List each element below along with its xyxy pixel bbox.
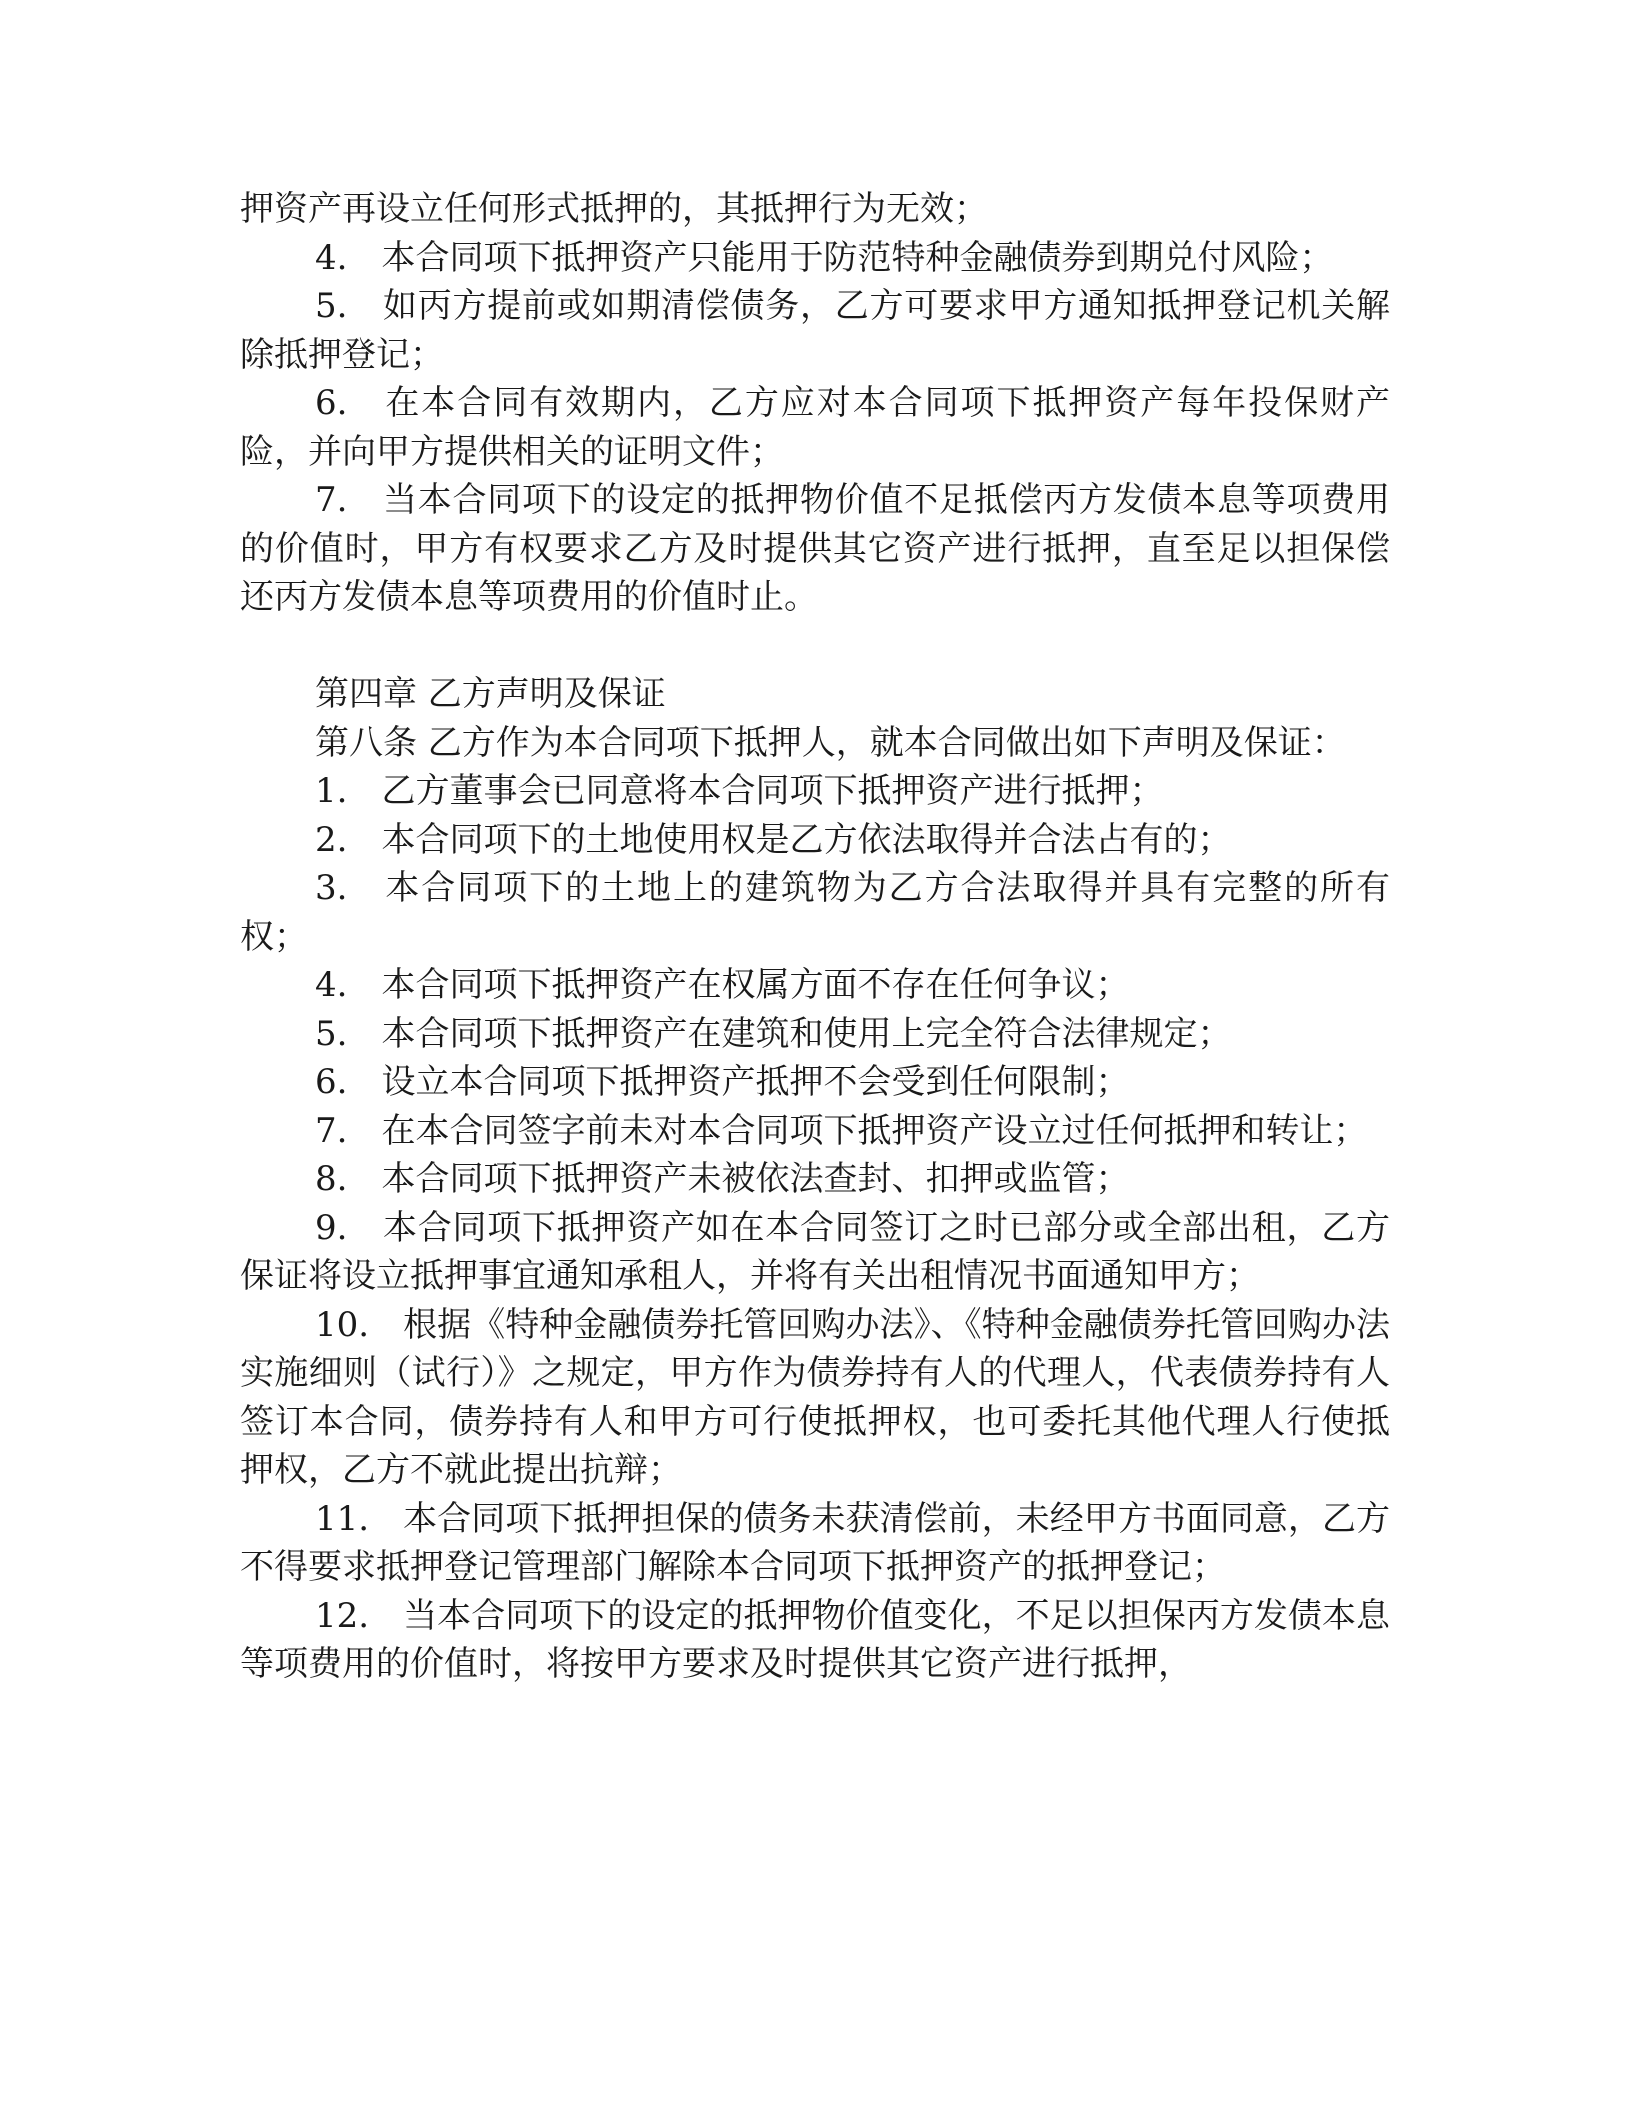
- warranty-item-9: 9. 本合同项下抵押资产如在本合同签订之时已部分或全部出租，乙方保证将设立抵押事宜通知承租人，并将有关出租情况书面通知甲方；: [240, 1207, 1390, 1296]
- warranty-item-3: 3. 本合同项下的土地上的建筑物为乙方合法取得并具有完整的所有权；: [240, 868, 1390, 957]
- warranty-item-2: 2. 本合同项下的土地使用权是乙方依法取得并合法占有的；: [315, 819, 1232, 860]
- warranty-item-7: 7. 在本合同签字前未对本合同项下抵押资产设立过任何抵押和转让；: [315, 1110, 1368, 1151]
- warranty-item-5: 5. 本合同项下抵押资产在建筑和使用上完全符合法律规定；: [315, 1013, 1232, 1054]
- warranty-item-6: 6. 设立本合同项下抵押资产抵押不会受到任何限制；: [315, 1062, 1130, 1102]
- clause-item-7: 7. 当本合同项下的设定的抵押物价值不足抵偿丙方发债本息等项费用的价值时，甲方有权要求乙方及时提供其它资产进行抵押，直至足以担保偿还丙方发债本息等项费用的价值时止。: [240, 480, 1390, 617]
- clause-item-6: 6. 在本合同有效期内，乙方应对本合同项下抵押资产每年投保财产险，并向甲方提供相关的证明文件；: [240, 383, 1390, 472]
- paragraph-continuation: 押资产再设立任何形式抵押的，其抵押行为无效；: [240, 189, 988, 229]
- paragraph-gap: [240, 622, 1390, 671]
- warranty-item-8: 8. 本合同项下抵押资产未被依法查封、扣押或监管；: [315, 1159, 1130, 1199]
- warranty-item-10: 10. 根据《特种金融债券托管回购办法》、《特种金融债券托管回购办法实施细则（试行）》之规定，甲方作为债券持有人的代理人，代表债券持有人签订本合同，债券持有人和甲方可行使抵押权，也可委托其他代理人行使抵押权，乙方不就此提出抗辩；: [240, 1304, 1390, 1490]
- warranty-item-4: 4. 本合同项下抵押资产在权属方面不存在任何争议；: [315, 965, 1130, 1005]
- warranty-item-11: 11. 本合同项下抵押担保的债务未获清偿前，未经甲方书面同意，乙方不得要求抵押登记管理部门解除本合同项下抵押资产的抵押登记；: [240, 1498, 1390, 1587]
- warranty-item-1: 1. 乙方董事会已同意将本合同项下抵押资产进行抵押；: [315, 771, 1164, 811]
- clause-item-4: 4. 本合同项下抵押资产只能用于防范特种金融债券到期兑付风险；: [315, 237, 1334, 278]
- warranty-item-12: 12. 当本合同项下的设定的抵押物价值变化，不足以担保丙方发债本息等项费用的价值时，将按甲方要求及时提供其它资产进行抵押，: [240, 1595, 1390, 1684]
- clause-item-5: 5. 如丙方提前或如期清偿债务，乙方可要求甲方通知抵押登记机关解除抵押登记；: [240, 286, 1390, 375]
- chapter-heading: 第四章 乙方声明及保证: [315, 674, 666, 714]
- document-body: [240, 185, 1390, 1689]
- article-heading: 第八条 乙方作为本合同项下抵押人，就本合同做出如下声明及保证：: [315, 722, 1346, 763]
